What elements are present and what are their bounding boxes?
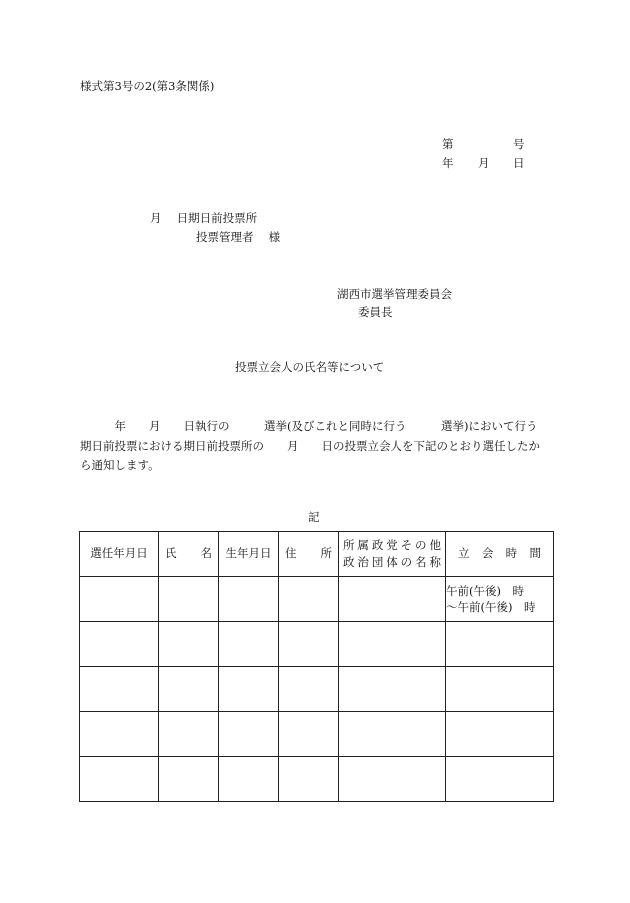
table-row xyxy=(80,712,554,757)
table-row xyxy=(80,577,554,622)
table-row xyxy=(80,622,554,667)
cell-party[interactable] xyxy=(339,622,446,667)
sender-title: 委員長 xyxy=(358,305,393,319)
header-appointment-date: 選任年月日 xyxy=(80,532,159,577)
cell-party[interactable] xyxy=(339,757,446,802)
cell-address[interactable] xyxy=(279,622,339,667)
date-day: 日 xyxy=(513,156,525,170)
cell-birth-date[interactable] xyxy=(219,667,279,712)
cell-party[interactable] xyxy=(339,667,446,712)
cell-attendance-time[interactable] xyxy=(446,757,554,802)
time-end: ～午前(午後) 時 xyxy=(446,600,536,614)
cell-attendance-time[interactable] xyxy=(446,712,554,757)
time-start: 午前(午後) 時 xyxy=(446,584,524,598)
cell-name[interactable] xyxy=(159,622,219,667)
body-line: 期日前投票における期日前投票所の 月 日の投票立会人を下記のとおり選任したか xyxy=(80,438,540,453)
table-row xyxy=(80,667,554,712)
record-label: 記 xyxy=(308,510,320,524)
addressee-polling-station: 月 日期日前投票所 xyxy=(150,211,258,225)
document-number-suffix: 号 xyxy=(513,137,525,151)
cell-appointment-date[interactable] xyxy=(80,622,159,667)
sender-organization: 湖西市選挙管理委員会 xyxy=(337,287,452,301)
header-party: 所 属 政 党 そ の 他 政 治 団 体 の 名 称 xyxy=(339,532,446,577)
header-birth-date: 生年月日 xyxy=(219,532,279,577)
addressee-manager: 投票管理者 様 xyxy=(196,230,281,244)
cell-birth-date[interactable] xyxy=(219,622,279,667)
header-attendance-time: 立 会 時 間 xyxy=(446,532,554,577)
cell-appointment-date[interactable] xyxy=(80,577,159,622)
cell-birth-date[interactable] xyxy=(219,757,279,802)
document-number-prefix: 第 xyxy=(442,137,454,151)
table-header-row xyxy=(80,532,554,577)
form-number: 様式第3号の2(第3条関係) xyxy=(80,79,215,93)
date-month: 月 xyxy=(478,156,490,170)
cell-attendance-time[interactable] xyxy=(446,577,554,622)
document-title: 投票立会人の氏名等について xyxy=(235,360,385,374)
cell-birth-date[interactable] xyxy=(219,577,279,622)
header-name: 氏 名 xyxy=(159,532,219,577)
cell-address[interactable] xyxy=(279,667,339,712)
cell-party[interactable] xyxy=(339,712,446,757)
cell-name[interactable] xyxy=(159,757,219,802)
header-address: 住 所 xyxy=(279,532,339,577)
cell-address[interactable] xyxy=(279,757,339,802)
date-year: 年 xyxy=(442,156,454,170)
cell-address[interactable] xyxy=(279,577,339,622)
body-paragraph xyxy=(80,417,550,476)
cell-birth-date[interactable] xyxy=(219,712,279,757)
cell-appointment-date[interactable] xyxy=(80,757,159,802)
table-row xyxy=(80,757,554,802)
cell-attendance-time[interactable] xyxy=(446,622,554,667)
cell-name[interactable] xyxy=(159,577,219,622)
cell-appointment-date[interactable] xyxy=(80,712,159,757)
cell-name[interactable] xyxy=(159,667,219,712)
cell-name[interactable] xyxy=(159,712,219,757)
cell-appointment-date[interactable] xyxy=(80,667,159,712)
cell-party[interactable] xyxy=(339,577,446,622)
witness-table xyxy=(79,531,554,802)
cell-address[interactable] xyxy=(279,712,339,757)
cell-attendance-time[interactable] xyxy=(446,667,554,712)
body-line: ら通知します。 xyxy=(80,458,160,472)
body-line: 年 月 日執行の 選挙(及びこれと同時に行う 選挙)において行う xyxy=(80,419,538,433)
